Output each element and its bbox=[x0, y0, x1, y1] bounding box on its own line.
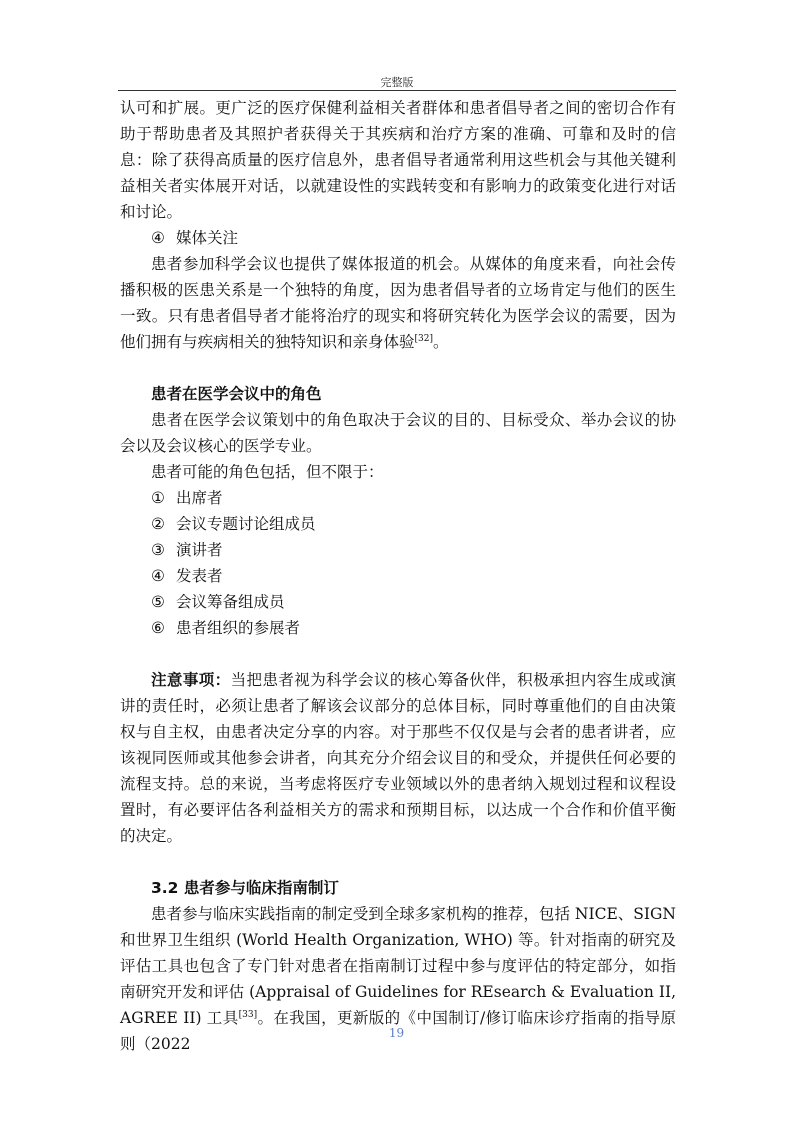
document-body bbox=[120, 95, 676, 1057]
list-item bbox=[120, 589, 676, 615]
paragraph-end: 。在我国，更新版的《中国制订/修订临床诊疗指南的指导原则（2022 bbox=[120, 1009, 676, 1053]
section-heading-3-2: 3.2 患者参与临床指南制订 bbox=[151, 879, 339, 897]
list-item bbox=[120, 537, 676, 563]
list-marker: ① bbox=[151, 489, 165, 507]
citation-ref[interactable]: [32] bbox=[414, 334, 433, 344]
list-marker: ③ bbox=[151, 541, 165, 559]
note-text: 当把患者视为科学会议的核心筹备伙伴，积极承担内容生成或演讲的责任时，必须让患者了解该会议部分的总体目标，同时尊重他们的自由决策权与自主权，由患者决定分享的内容。对于那些不仅仅是与会者的患者讲者，应该视同医师或其他参会讲者，向其充分介绍会议目的和受众，并提供任何必要的流程支持。总的来说，当考虑将医疗专业领域以外的患者纳入规划过程和议程设置时，有必要评估各利益相关方的需求和预期目标，以达成一个合作和价值平衡的决定。 bbox=[120, 671, 676, 845]
list-item bbox=[120, 615, 676, 641]
list-marker: ④ bbox=[151, 567, 165, 585]
list-item-label: 演讲者 bbox=[176, 541, 223, 559]
list-item-label: 发表者 bbox=[176, 567, 223, 585]
spacer bbox=[120, 355, 676, 381]
list-item-label: 会议筹备组成员 bbox=[176, 593, 285, 611]
spacer bbox=[120, 849, 676, 875]
list-item-label: 患者组织的参展者 bbox=[176, 619, 301, 637]
paragraph-continuation: 认可和扩展。更广泛的医疗保健利益相关者群体和患者倡导者之间的密切合作有助于帮助患者及其照护者获得关于其疾病和治疗方案的准确、可靠和及时的信息：除了获得高质量的医疗信息外，患者倡导者通常利用这些机会与其他关键利益相关者实体展开对话，以就建设性的实践转变和有影响力的政策变化进行对话和讨论。 bbox=[120, 99, 676, 221]
list-item-label: 媒体关注 bbox=[176, 229, 239, 247]
list-item-label: 会议专题讨论组成员 bbox=[176, 515, 316, 533]
list-item bbox=[120, 563, 676, 589]
spacer bbox=[120, 641, 676, 667]
page-number: 19 bbox=[388, 1026, 405, 1040]
list-item-label: 出席者 bbox=[176, 489, 223, 507]
list-marker: ④ bbox=[151, 229, 165, 247]
list-item bbox=[120, 485, 676, 511]
note-label: 注意事项： bbox=[151, 671, 231, 689]
roles-list bbox=[120, 485, 676, 641]
paragraph-media bbox=[120, 251, 676, 355]
media-attention-item bbox=[120, 225, 676, 251]
paragraph-roles-list-intro: 患者可能的角色包括，但不限于： bbox=[151, 463, 384, 481]
list-item bbox=[120, 511, 676, 537]
list-marker: ⑤ bbox=[151, 593, 165, 611]
paragraph-roles-intro: 患者在医学会议策划中的角色取决于会议的目的、目标受众、举办会议的协会以及会议核心的医学专业。 bbox=[120, 411, 676, 455]
paragraph-end: 。 bbox=[433, 333, 449, 351]
page-header: 完整版 bbox=[380, 76, 414, 89]
list-marker: ② bbox=[151, 515, 165, 533]
paragraph-text: 患者参与临床实践指南的制定受到全球多家机构的推荐，包括 NICE、SIGN 和世界卫生组织 (World Health Organization, WHO) 等。针对指南的研究及评估工具也包含了专门针对患者在指南制订过程中参与度评估的特定部分，如指南研究开发和评估 (Appraisal of Guidelines for REsearch & Evaluation II, AGREE II) 工具 bbox=[120, 905, 676, 1027]
section-heading-roles: 患者在医学会议中的角色 bbox=[151, 385, 322, 403]
citation-ref[interactable]: [33] bbox=[238, 1010, 258, 1020]
list-marker: ⑥ bbox=[151, 619, 165, 637]
paragraph-text: 患者参加科学会议也提供了媒体报道的机会。从媒体的角度来看，向社会传播积极的医患关系是一个独特的角度，因为患者倡导者的立场肯定与他们的医生一致。只有患者倡导者才能将治疗的现实和将研究转化为医学会议的需要，因为他们拥有与疾病相关的独特知识和亲身体验 bbox=[120, 255, 676, 351]
header-divider bbox=[118, 90, 676, 91]
paragraph-note bbox=[120, 667, 676, 849]
